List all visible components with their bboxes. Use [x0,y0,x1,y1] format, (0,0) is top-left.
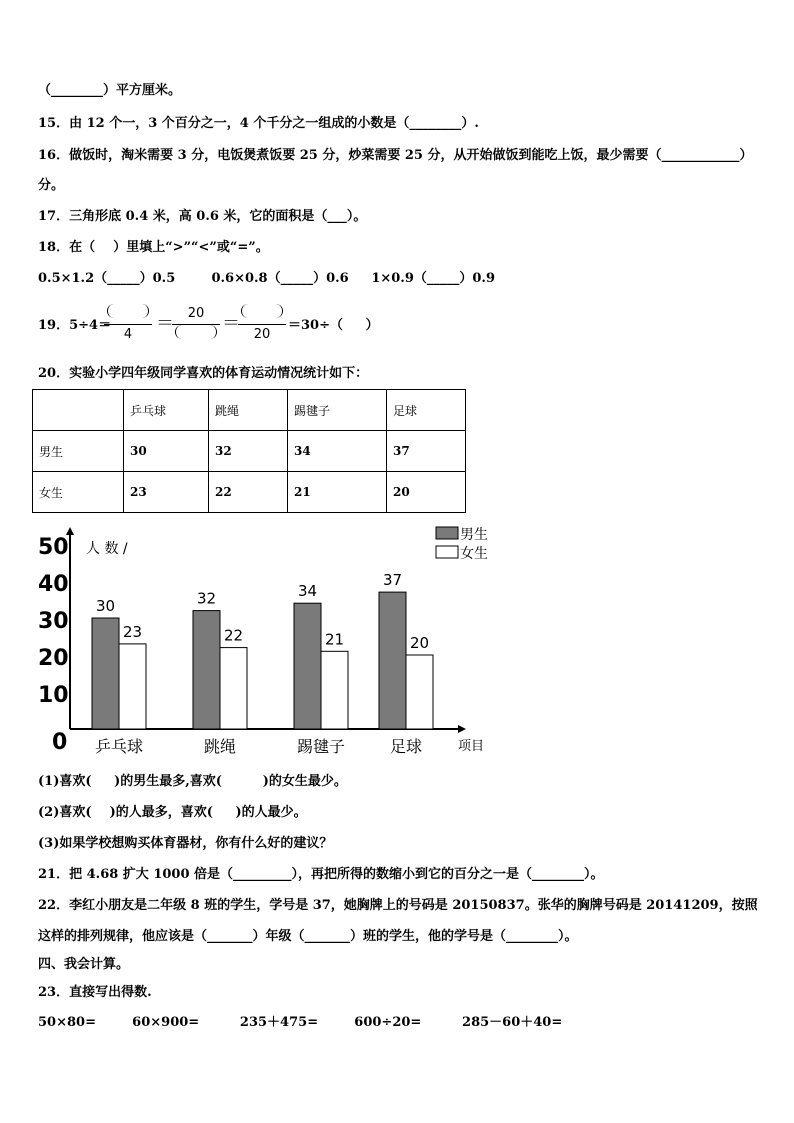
x-category-label: 足球 [389,737,423,756]
y-tick-label: 0 [52,730,68,755]
bar-male [193,611,220,729]
q20-sub3: (3)如果学校想购买体育器材，你有什么好的建议？ [38,836,333,851]
row-label: 女生 [33,472,124,513]
bar-value-label: 30 [95,597,116,615]
bar-female [119,644,146,729]
x-category-label: 跳绳 [203,737,237,756]
equals-sign: ＝ [222,313,240,334]
x-axis-arrow [458,725,466,733]
x-category-label: 踢毽子 [296,737,346,756]
bar-value-label: 32 [196,589,217,608]
q14-tail: （________）平方厘米。 [38,83,182,98]
y-tick-label: 50 [38,535,69,560]
table-header-cell: 乒乓球 [124,390,209,431]
q21-text: 21．把 4.68 扩大 1000 倍是（_________），再把所得的数缩小到它的百分之一是（________）。 [38,867,604,882]
table-cell: 30 [124,431,209,472]
y-tick-label: 40 [38,572,69,597]
bar-male [294,603,321,729]
table-header-cell: 跳绳 [209,390,288,431]
bar-value-label: 21 [324,630,345,649]
equals-sign: ＝ [156,313,174,334]
legend-swatch [436,527,458,539]
bar-value-label: 37 [382,571,403,590]
q16-tail: 分。 [38,178,65,193]
table-cell: 37 [387,431,466,472]
legend-label: 男生 [460,527,488,543]
bar-female [321,651,348,729]
table-cell: 22 [209,472,288,513]
y-axis-label: 人 数 / [86,541,128,557]
q22-tail: 这样的排列规律，他应该是（_______）年级（_______）班的学生，他的学号是（________）。 [38,929,578,944]
legend-swatch [436,546,458,558]
bar-value-label: 22 [223,626,244,645]
bar-value-label: 20 [409,634,430,652]
q19-label: 19．5÷4＝ [38,318,112,333]
q16-text: 16．做饭时，淘米需要 3 分，电饭煲煮饭要 25 分，炒菜需要 25 分，从开始做饭到能吃上饭，最少需要（____________） [38,148,753,163]
q20-text: 20．实验小学四年级同学喜欢的体育运动情况统计如下： [38,366,369,381]
table-header-cell: 踢毽子 [288,390,387,431]
q23-text: 23．直接写出得数. [38,985,152,1000]
q19-frac1-denominator: 4 [123,327,133,342]
y-tick-label: 10 [38,683,69,708]
table-cell: 34 [288,431,387,472]
q17-text: 17．三角形底 0.4 米，高 0.6 米，它的面积是（___）。 [38,209,367,224]
y-tick-label: 20 [38,646,69,671]
q19-tail: ＝30÷（ ） [288,318,379,333]
table-cell: 20 [387,472,466,513]
q22-text: 22．李红小朋友是二年级 8 班的学生，学号是 37，她胸牌上的号码是 20150837。张华的胸牌号码是 20141209，按照 [38,898,758,913]
bar-female [406,655,433,729]
table-header-cell: 足球 [387,390,466,431]
q20-sub2: (2)喜欢( )的人最多，喜欢( )的人最少。 [38,805,307,820]
q23-items: 50×80= 60×900= 235＋475= 600÷20= 285－60＋40= [38,1015,563,1030]
section-heading: 四、我会计算。 [38,957,130,972]
legend-label: 女生 [460,546,488,562]
x-category-label: 乒乓球 [94,737,144,756]
x-axis-label: 项目 [458,739,485,754]
y-tick-label: 30 [38,609,69,634]
y-axis-arrow [66,527,74,535]
q20-sub1: (1)喜欢( )的男生最多,喜欢( )的女生最少。 [38,774,347,789]
bar-value-label: 23 [122,622,143,641]
table-cell: 21 [288,472,387,513]
q19-frac2-numerator: 20 [187,306,205,321]
table-cell: 32 [209,431,288,472]
bar-female [220,648,247,729]
row-label: 男生 [33,431,124,472]
q18-items: 0.5×1.2（_____）0.5 0.6×0.8（_____）0.6 1×0.9（_____）0.9 [38,271,495,286]
q18-text: 18．在（ ）里填上“>”“<”或“=”。 [38,240,269,255]
q19-frac3-denominator: 20 [253,327,271,342]
bar-male [379,592,406,729]
bar-value-label: 34 [297,582,318,601]
bar-male [92,618,119,729]
q15-text: 15．由 12 个一，3 个百分之一，4 个千分之一组成的小数是（________）. [38,116,479,131]
table-cell: 23 [124,472,209,513]
